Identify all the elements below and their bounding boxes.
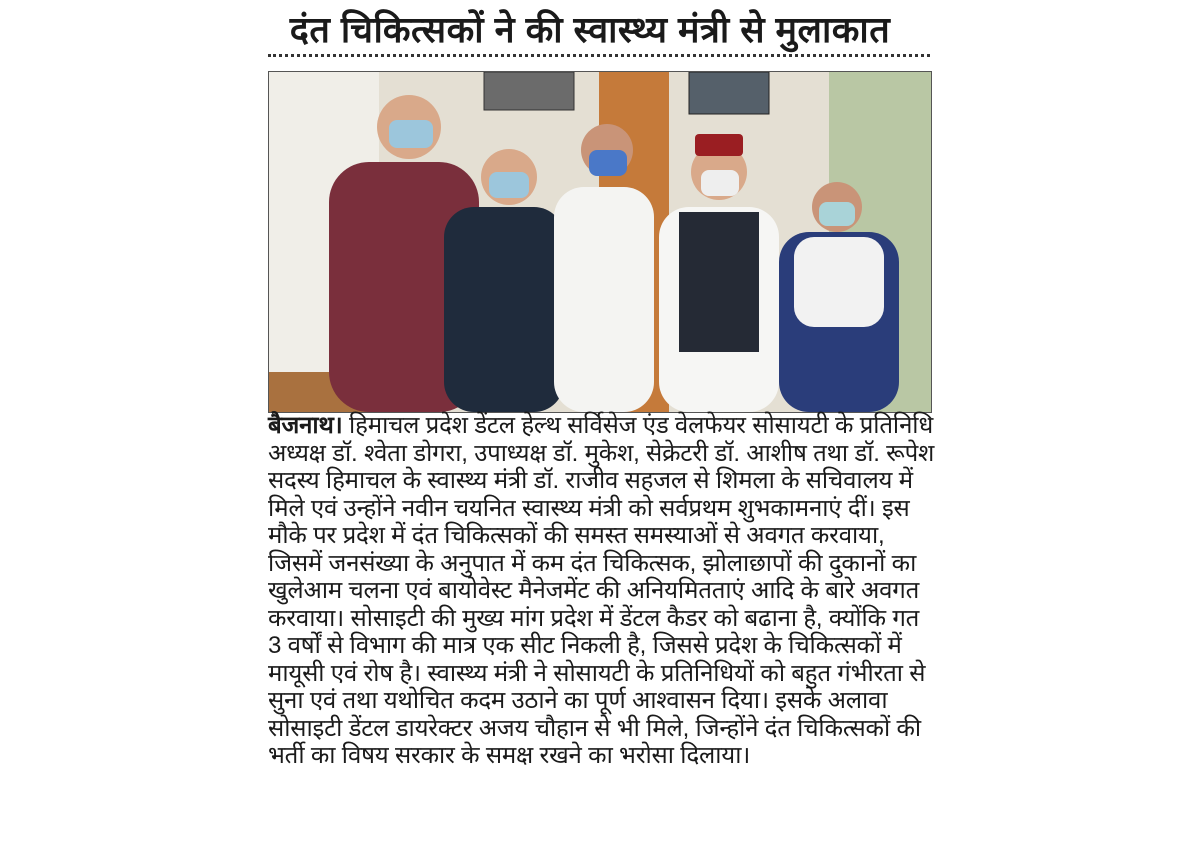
news-photo xyxy=(268,71,932,413)
article-text: हिमाचल प्रदेश डेंटल हेल्थ सर्विसेज एंड वेलफेयर सोसायटी के प्रतिनिधि xyxy=(342,412,934,439)
dotted-divider xyxy=(268,54,930,61)
article-line: 3 वर्षों से विभाग की मात्र एक सीट निकली है, जिससे प्रदेश के चिकित्सकों में xyxy=(268,632,902,659)
group-photo-icon xyxy=(269,72,931,412)
article-line: सदस्य हिमाचल के स्वास्थ्य मंत्री डॉ. राजीव सहजल से शिमला के सचिवालय में xyxy=(268,467,913,494)
article-line: मिले एवं उन्होंने नवीन चयनित स्वास्थ्य मंत्री को सर्वप्रथम शुभकामनाएं दीं। इस xyxy=(268,494,910,522)
article-line: मायूसी एवं रोष है। स्वास्थ्य मंत्री ने सोसायटी के प्रतिनिधियों को बहुत गंभीरता से xyxy=(268,659,926,687)
article-line: सुना एवं तथा यथोचित कदम उठाने का पूर्ण आश्वासन दिया। इसके अलावा xyxy=(268,687,888,714)
article-body xyxy=(268,412,938,770)
article-line xyxy=(268,412,938,440)
headline: दंत चिकित्सकों ने की स्वास्थ्य मंत्री से मुलाकात xyxy=(289,9,891,50)
article-line: सोसाइटी डेंटल डायरेक्टर अजय चौहान से भी मिले, जिन्होंने दंत चिकित्सकों की xyxy=(268,714,921,742)
article-line: अध्यक्ष डॉ. श्वेता डोगरा, उपाध्यक्ष डॉ. मुकेश, सेक्रेटरी डॉ. आशीष तथा डॉ. रूपेश xyxy=(268,439,935,467)
article-line: भर्ती का विषय सरकार के समक्ष रखने का भरोसा दिलाया। xyxy=(268,742,751,769)
article-line: मौके पर प्रदेश में दंत चिकित्सकों की समस्त समस्याओं से अवगत करवाया, xyxy=(268,522,885,549)
article-line: करवाया। सोसाइटी की मुख्य मांग प्रदेश में डेंटल कैडर को बढाना है, क्योंकि गत xyxy=(268,604,920,632)
article-line: खुलेआम चलना एवं बायोवेस्ट मैनेजमेंट की अनियमितताएं आदि के बारे अवगत xyxy=(268,577,920,604)
dateline: बैजनाथ। xyxy=(268,412,343,439)
article-line: जिसमें जनसंख्या के अनुपात में कम दंत चिकित्सक, झोलाछापों की दुकानों का xyxy=(268,549,917,577)
